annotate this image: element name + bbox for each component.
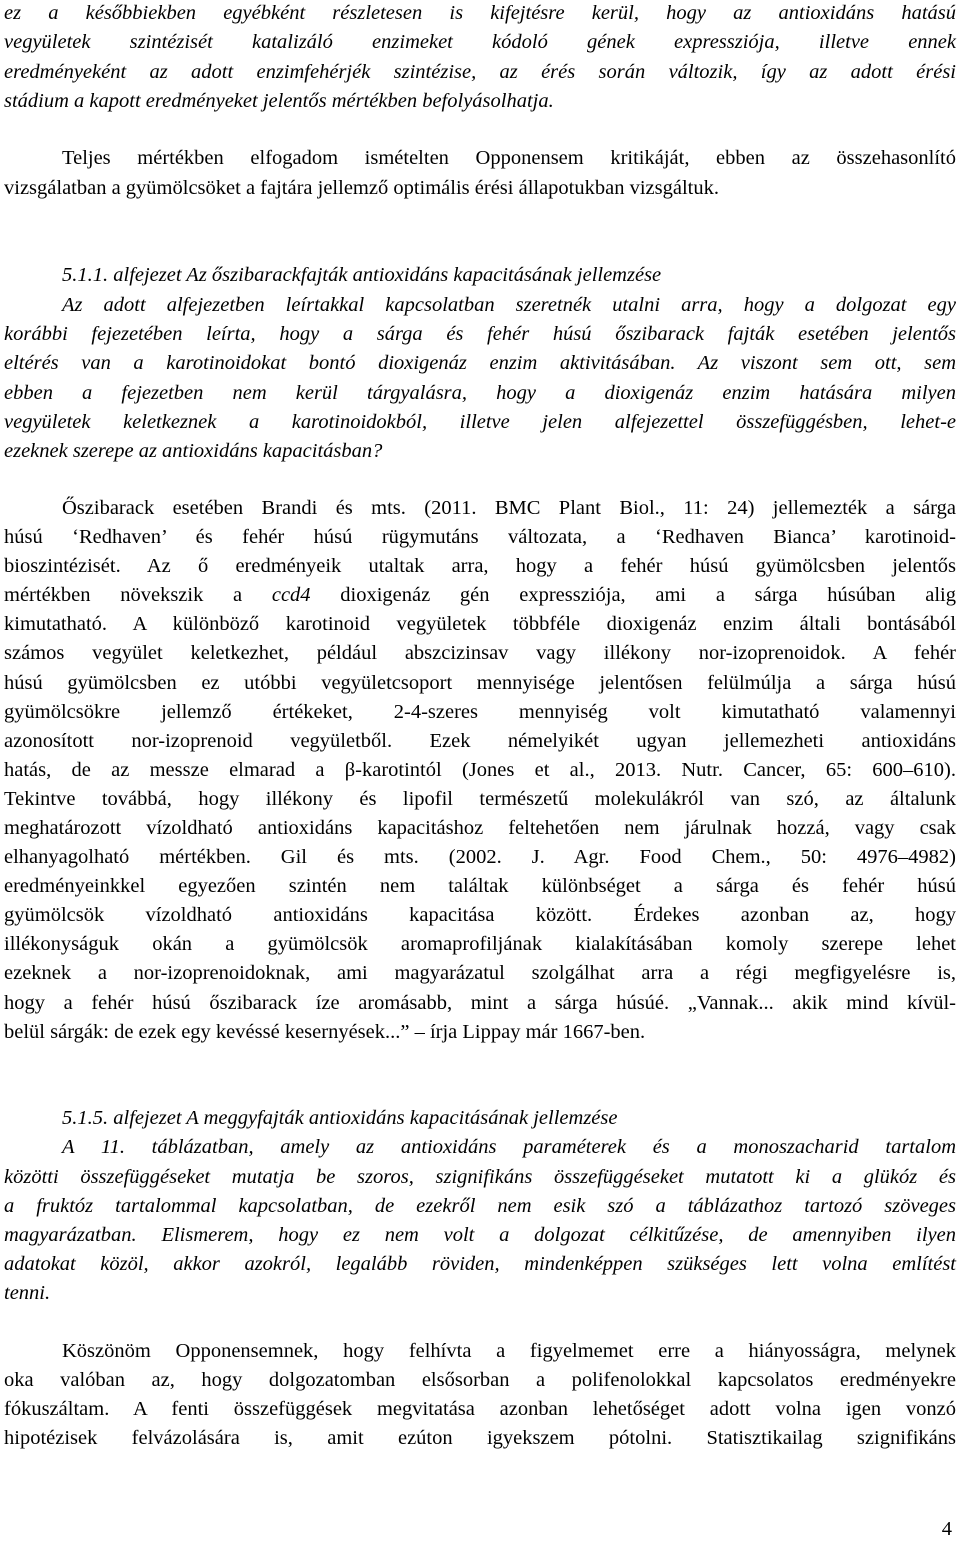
text-line: eredményeként az adott enzimfehérjék szintézise, az érés során változik, így az adott érési	[4, 61, 956, 83]
text-segment: dioxigenáz gén expressziója, ami a sárga húsúban alig	[310, 584, 956, 606]
text-line: tenni.	[4, 1282, 51, 1304]
text-line: ezeknek szerepe az antioxidáns kapacitásban?	[4, 440, 383, 462]
text-line: húsú gyümölcsben ez utóbbi vegyületcsoport mennyisége jelentősen felülmúlja a sárga húsú	[4, 672, 956, 694]
text-line: fókuszáltam. A fenti összefüggések megvitatása azonban lehetőséget adott volna igen vonzó	[4, 1398, 956, 1420]
page-number: 4	[941, 1518, 952, 1540]
text-line: Őszibarack esetében Brandi és mts. (2011. BMC Plant Biol., 11: 24) jellemezték a sárga	[62, 497, 956, 519]
text-line: vegyületek keletkeznek a karotinoidokból, illetve jelen alfejezettel összefüggésben, lehet-e	[4, 411, 956, 433]
section-heading-5-1-5: 5.1.5. alfejezet A meggyfajták antioxidáns kapacitásának jellemzése	[62, 1107, 618, 1129]
text-line: közötti összefüggéseket mutatja be szoros, szignifikáns összefüggéseket mutatott ki a glükóz és	[4, 1166, 956, 1188]
text-line: hatás, de az messze elmarad a β-karotintól (Jones et al., 2013. Nutr. Cancer, 65: 600–610).	[4, 759, 956, 781]
text-line: adatokat közöl, akkor azokról, legalább röviden, mindenképpen szükséges lett volna említést	[4, 1253, 956, 1275]
text-line: gyümölcsök vízoldható antioxidáns kapacitása között. Érdekes azonban az, hogy	[4, 904, 956, 926]
text-line: a fruktóz tartalommal kapcsolatban, de ezekről nem esik szó a táblázathoz tartozó szöveges	[4, 1195, 956, 1217]
text-line: oka valóban az, hogy dolgozatomban elsősorban a polifenolokkal kapcsolatos eredményekre	[4, 1369, 956, 1391]
text-line: vegyületek szintézisét katalizáló enzimeket kódoló gének expressziója, illetve ennek	[4, 31, 956, 53]
text-line: kimutatható. A különböző karotinoid vegyületek többféle dioxigenáz enzim általi bontásából	[4, 613, 956, 635]
text-line: hipotézisek felvázolására is, amit ezúton igyekszem pótolni. Statisztikailag szignifikáns	[4, 1427, 956, 1449]
text-line: Köszönöm Opponensemnek, hogy felhívta a figyelmemet erre a hiányosságra, melynek	[62, 1340, 956, 1362]
text-line	[4, 582, 956, 608]
text-line: belül sárgák: de ezek egy kevéssé kesernyések...” – írja Lippay már 1667-ben.	[4, 1021, 646, 1043]
gene-name: ccd4	[271, 584, 311, 606]
text-line: számos vegyület keletkezhet, például abszcizinsav vagy illékony nor-izoprenoidok. A fehér	[4, 642, 956, 664]
text-line: vizsgálatban a gyümölcsöket a fajtára jellemző optimális érési állapotukban vizsgáltuk.	[4, 177, 719, 199]
text-line: azonosított nor-izoprenoid vegyületből. Ezek némelyikét ugyan jellemezheti antioxidáns	[4, 730, 956, 752]
text-line: Tekintve továbbá, hogy illékony és lipofil természetű molekulákról van szó, az általunk	[4, 788, 956, 810]
text-line: korábbi fejezetében leírta, hogy a sárga és fehér húsú őszibarack fajták esetében jelentős	[4, 323, 956, 345]
text-line: Az adott alfejezetben leírtakkal kapcsolatban szeretnék utalni arra, hogy a dolgozat egy	[62, 294, 956, 316]
text-line: ez a későbbiekben egyébként részletesen is kifejtésre kerül, hogy az antioxidáns hatású	[4, 2, 956, 24]
text-line: húsú ‘Redhaven’ és fehér húsú rügymutáns változata, a ‘Redhaven Bianca’ karotinoid-	[4, 526, 956, 548]
text-line: meghatározott vízoldható antioxidáns kapacitáshoz feltehetően nem járulnak hozzá, vagy csak	[4, 817, 956, 839]
text-line: stádium a kapott eredményeket jelentős mértékben befolyásolhatja.	[4, 90, 554, 112]
text-segment: mértékben növekszik a	[4, 584, 272, 606]
text-line: eltérés van a karotinoidokat bontó dioxigenáz enzim aktivitásában. Az viszont sem ott, sem	[4, 352, 956, 374]
text-line: magyarázatban. Elismerem, hogy ez nem volt a dolgozat célkitűzése, de amennyiben ilyen	[4, 1224, 956, 1246]
text-line: gyümölcsökre jellemző értékeket, 2-4-szeres mennyiség volt kimutatható valamennyi	[4, 701, 956, 723]
text-line: A 11. táblázatban, amely az antioxidáns paraméterek és a monoszacharid tartalom	[62, 1136, 956, 1158]
text-line: eredményeinkkel egyezően szintén nem találtak különbséget a sárga és fehér húsú	[4, 875, 956, 897]
text-line: elhanyagolható mértékben. Gil és mts. (2002. J. Agr. Food Chem., 50: 4976–4982)	[4, 846, 956, 868]
text-line: Teljes mértékben elfogadom ismételten Opponensem kritikáját, ebben az összehasonlító	[62, 147, 956, 169]
section-heading-5-1-1: 5.1.1. alfejezet Az őszibarackfajták antioxidáns kapacitásának jellemzése	[62, 264, 662, 286]
text-line: bioszintézisét. Az ő eredményeik utaltak arra, hogy a fehér húsú gyümölcsben jelentős	[4, 555, 956, 577]
text-line: ezeknek a nor-izoprenoidoknak, ami magyarázatul szolgálhat arra a régi megfigyelésre is,	[4, 962, 956, 984]
text-line: hogy a fehér húsú őszibarack íze aromásabb, mint a sárga húsúé. „Vannak... akik mind kívül-	[4, 992, 956, 1014]
text-line: ebben a fejezetben nem kerül tárgyalásra, hogy a dioxigenáz enzim hatására milyen	[4, 382, 956, 404]
text-line: illékonyságuk okán a gyümölcsök aromaprofiljának kialakításában komoly szerepe lehet	[4, 933, 956, 955]
